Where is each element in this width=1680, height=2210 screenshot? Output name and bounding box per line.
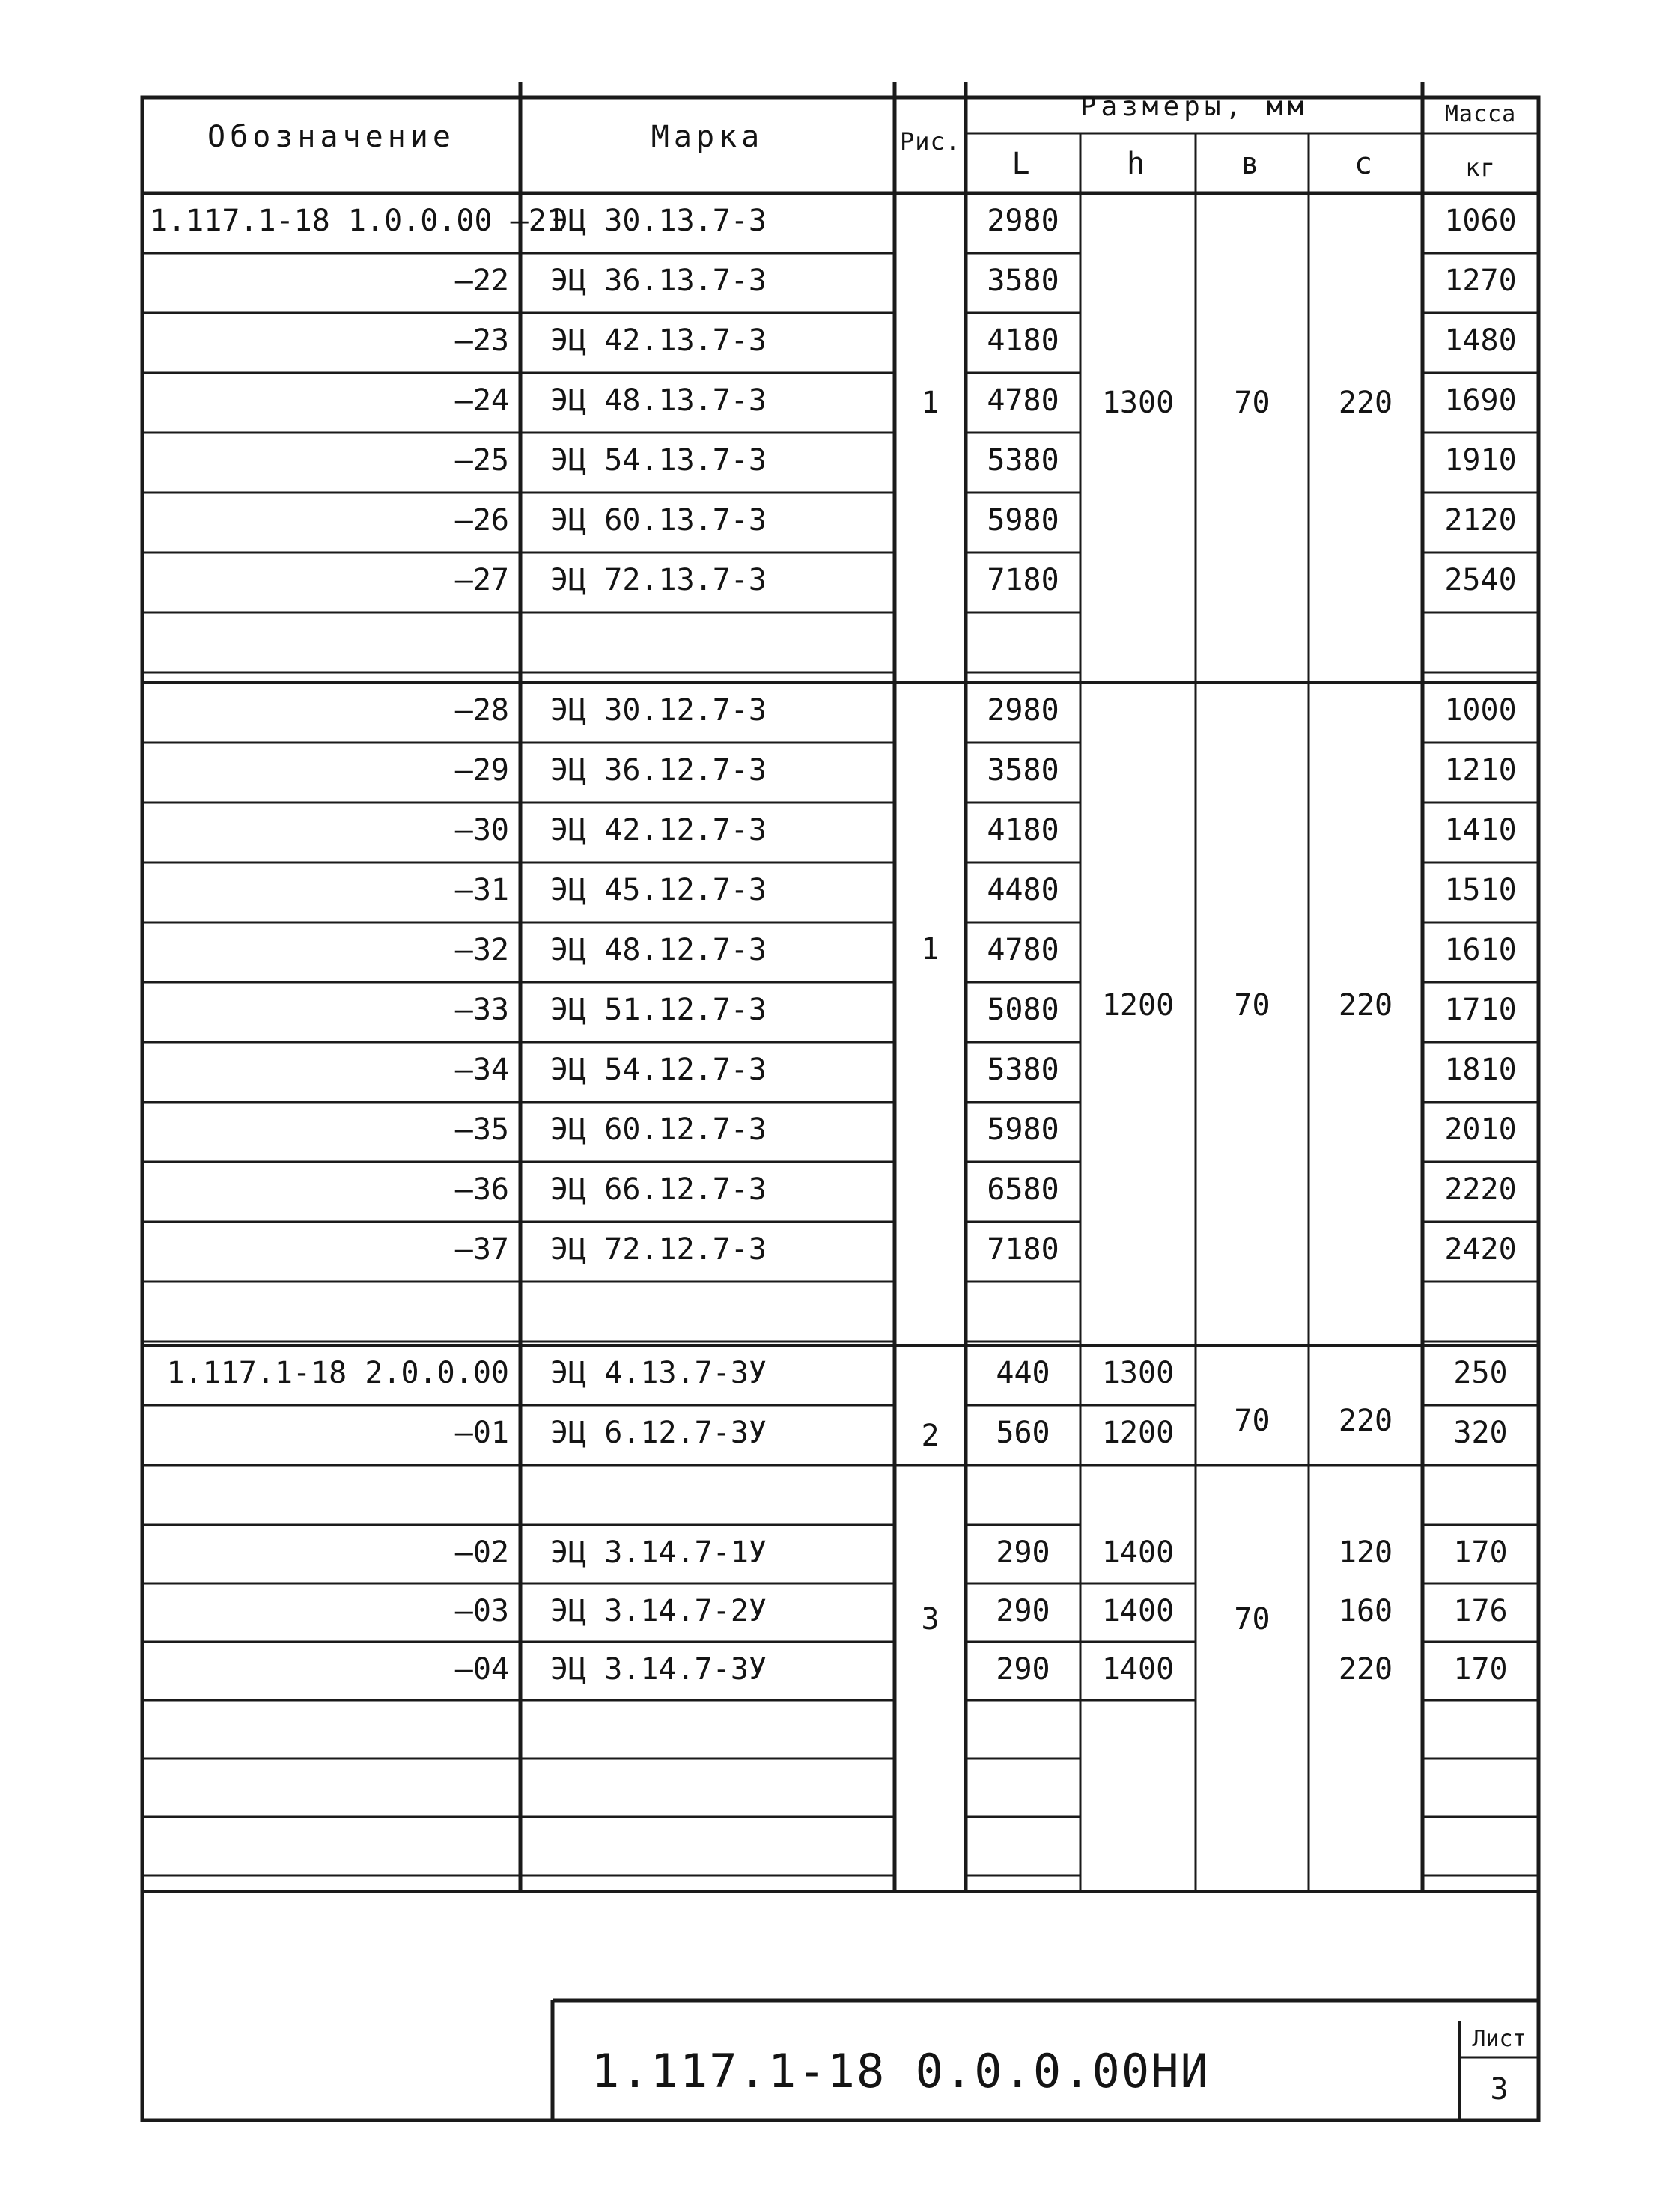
header-mass-unit: кг xyxy=(1465,153,1496,182)
cell-mass: 2420 xyxy=(1444,1232,1517,1267)
cell-des: –34 xyxy=(454,1053,509,1087)
header-c: с xyxy=(1354,147,1378,181)
group1-b: 70 xyxy=(1234,386,1270,420)
cell-L: 6580 xyxy=(987,1172,1059,1207)
cell-L: 7180 xyxy=(987,1232,1059,1267)
cell-L: 5980 xyxy=(987,503,1059,538)
cell-mark: ЭЦ 30.12.7-3 xyxy=(550,693,767,728)
cell-mass: 250 xyxy=(1453,1356,1508,1390)
cell-des: –35 xyxy=(454,1112,509,1147)
header-dimensions: Размеры, мм xyxy=(1080,91,1309,122)
cell-L: 290 xyxy=(996,1652,1050,1687)
cell-mark: ЭЦ 42.13.7-3 xyxy=(550,323,767,358)
cell-mass: 1910 xyxy=(1444,443,1517,478)
cell-L: 290 xyxy=(996,1594,1050,1628)
header-h: h xyxy=(1126,147,1150,181)
cell-des: –33 xyxy=(454,993,509,1027)
cell-L: 4180 xyxy=(987,323,1059,358)
cell-mass: 1480 xyxy=(1444,323,1517,358)
cell-L: 5080 xyxy=(987,993,1059,1027)
cell-L: 290 xyxy=(996,1535,1050,1570)
cell-c: 220 xyxy=(1338,1652,1393,1687)
cell-mark: ЭЦ 3.14.7-1У xyxy=(550,1535,767,1570)
cell-des: –03 xyxy=(454,1594,509,1628)
cell-des: –27 xyxy=(454,563,509,597)
cell-L: 4780 xyxy=(987,933,1059,967)
cell-mass: 2010 xyxy=(1444,1112,1517,1147)
cell-L: 5380 xyxy=(987,1053,1059,1087)
cell-mark: ЭЦ 66.12.7-3 xyxy=(550,1172,767,1207)
cell-mass: 1410 xyxy=(1444,813,1517,847)
cell-des: 1.117.1-18 1.0.0.00 –21 xyxy=(150,204,564,238)
cell-L: 5380 xyxy=(987,443,1059,478)
cell-des: 1.117.1-18 2.0.0.00 xyxy=(166,1356,509,1390)
cell-mass: 1060 xyxy=(1444,204,1517,238)
cell-mark: ЭЦ 42.12.7-3 xyxy=(550,813,767,847)
document-code: 1.117.1-18 0.0.0.00НИ xyxy=(591,2044,1210,2098)
group2-h: 1200 xyxy=(1101,988,1175,1023)
cell-des: –32 xyxy=(454,933,509,967)
cell-h: 1400 xyxy=(1101,1652,1175,1687)
cell-mass: 1710 xyxy=(1444,993,1517,1027)
group3-c: 220 xyxy=(1338,1404,1393,1438)
cell-des: –24 xyxy=(454,383,509,418)
header-mark: Марка xyxy=(651,120,764,154)
cell-mark: ЭЦ 6.12.7-3У xyxy=(550,1416,767,1450)
cell-L: 560 xyxy=(996,1416,1050,1450)
header-fig: Рис. xyxy=(899,127,961,156)
cell-mass: 2540 xyxy=(1444,563,1517,597)
header-b: в xyxy=(1241,147,1264,181)
header-designation: Обозначение xyxy=(207,120,455,154)
cell-des: –02 xyxy=(454,1535,509,1570)
cell-mark: ЭЦ 54.13.7-3 xyxy=(550,443,767,478)
group3-b: 70 xyxy=(1234,1404,1270,1438)
cell-c: 160 xyxy=(1338,1594,1393,1628)
cell-mark: ЭЦ 3.14.7-3У xyxy=(550,1652,767,1687)
cell-mass: 2220 xyxy=(1444,1172,1517,1207)
cell-h: 1400 xyxy=(1101,1535,1175,1570)
cell-mark: ЭЦ 4.13.7-3У xyxy=(550,1356,767,1390)
cell-des: –36 xyxy=(454,1172,509,1207)
cell-L: 4480 xyxy=(987,873,1059,907)
cell-mass: 170 xyxy=(1453,1535,1508,1570)
cell-h: 1400 xyxy=(1101,1594,1175,1628)
cell-mass: 1610 xyxy=(1444,933,1517,967)
cell-h: 1200 xyxy=(1101,1416,1175,1450)
cell-mark: ЭЦ 72.13.7-3 xyxy=(550,563,767,597)
header-L: L xyxy=(1011,147,1035,181)
header-mass: Масса xyxy=(1444,101,1517,127)
cell-mass: 320 xyxy=(1453,1416,1508,1450)
cell-mass: 1000 xyxy=(1444,693,1517,728)
cell-L: 4780 xyxy=(987,383,1059,418)
cell-mark: ЭЦ 48.12.7-3 xyxy=(550,933,767,967)
cell-mass: 1210 xyxy=(1444,753,1517,788)
group2-c: 220 xyxy=(1338,988,1393,1023)
cell-mass: 1270 xyxy=(1444,264,1517,298)
cell-des: –31 xyxy=(454,873,509,907)
cell-mark: ЭЦ 72.12.7-3 xyxy=(550,1232,767,1267)
cell-des: –30 xyxy=(454,813,509,847)
cell-des: –01 xyxy=(454,1416,509,1450)
cell-mass: 1690 xyxy=(1444,383,1517,418)
cell-des: –37 xyxy=(454,1232,509,1267)
group1-fig: 1 xyxy=(921,386,940,420)
cell-mass: 2120 xyxy=(1444,503,1517,538)
cell-des: –23 xyxy=(454,323,509,358)
cell-des: –29 xyxy=(454,753,509,788)
cell-mass: 1510 xyxy=(1444,873,1517,907)
cell-mark: ЭЦ 36.12.7-3 xyxy=(550,753,767,788)
cell-L: 7180 xyxy=(987,563,1059,597)
cell-c: 120 xyxy=(1338,1535,1393,1570)
cell-L: 440 xyxy=(996,1356,1050,1390)
cell-mark: ЭЦ 36.13.7-3 xyxy=(550,264,767,298)
cell-mark: ЭЦ 48.13.7-3 xyxy=(550,383,767,418)
cell-L: 3580 xyxy=(987,264,1059,298)
group4-b: 70 xyxy=(1234,1602,1270,1637)
cell-mass: 170 xyxy=(1453,1652,1508,1687)
cell-mark: ЭЦ 3.14.7-2У xyxy=(550,1594,767,1628)
cell-des: –25 xyxy=(454,443,509,478)
cell-mark: ЭЦ 45.12.7-3 xyxy=(550,873,767,907)
cell-L: 5980 xyxy=(987,1112,1059,1147)
cell-L: 4180 xyxy=(987,813,1059,847)
cell-des: –04 xyxy=(454,1652,509,1687)
cell-mass: 1810 xyxy=(1444,1053,1517,1087)
cell-mass: 176 xyxy=(1453,1594,1508,1628)
cell-mark: ЭЦ 51.12.7-3 xyxy=(550,993,767,1027)
cell-mark: ЭЦ 60.13.7-3 xyxy=(550,503,767,538)
group1-c: 220 xyxy=(1338,386,1393,420)
cell-h: 1300 xyxy=(1101,1356,1175,1390)
cell-mark: ЭЦ 54.12.7-3 xyxy=(550,1053,767,1087)
sheet-label: Лист xyxy=(1472,2026,1527,2052)
cell-des: –28 xyxy=(454,693,509,728)
cell-L: 3580 xyxy=(987,753,1059,788)
sheet-number: 3 xyxy=(1490,2072,1509,2107)
group2-b: 70 xyxy=(1234,988,1270,1023)
cell-des: –22 xyxy=(454,264,509,298)
cell-mark: ЭЦ 30.13.7-3 xyxy=(550,204,767,238)
group2-fig: 1 xyxy=(921,932,940,967)
cell-des: –26 xyxy=(454,503,509,538)
cell-L: 2980 xyxy=(987,693,1059,728)
group3-fig: 2 xyxy=(921,1419,940,1453)
cell-L: 2980 xyxy=(987,204,1059,238)
group1-h: 1300 xyxy=(1101,386,1175,420)
cell-mark: ЭЦ 60.12.7-3 xyxy=(550,1112,767,1147)
group4-fig: 3 xyxy=(921,1602,940,1637)
